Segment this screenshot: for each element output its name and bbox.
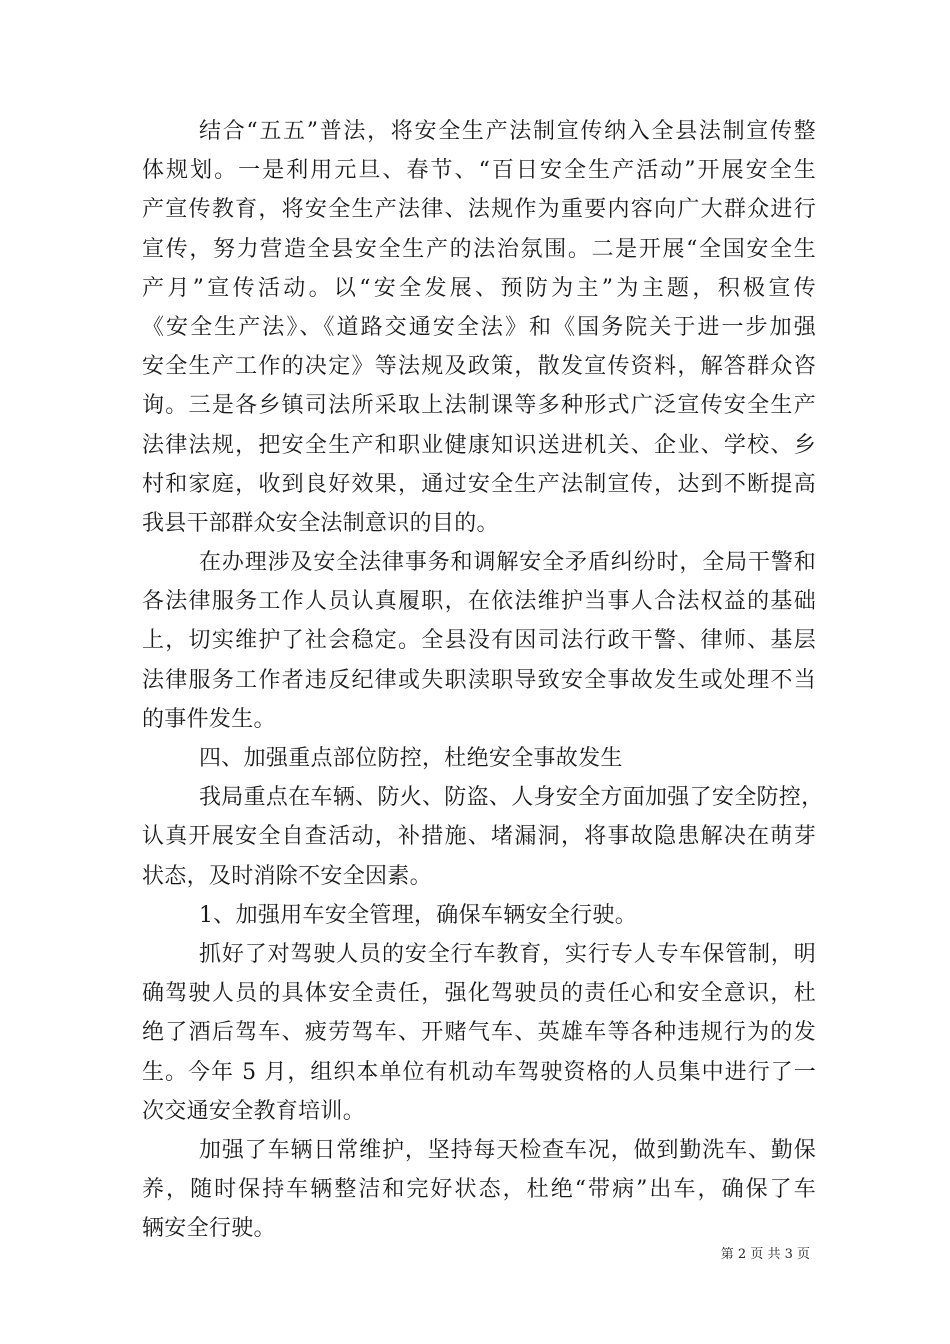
text-line: 法律法规，把安全生产和职业健康知识送进机关、企业、学校、乡 bbox=[142, 432, 816, 458]
text-line: 认真开展安全自查活动，补措施、堵漏洞，将事故隐患解决在萌芽 bbox=[142, 824, 816, 850]
page-number-footer: 第 2 页 共 3 页 bbox=[720, 1247, 810, 1262]
text-line: 生。今年 5 月，组织本单位有机动车驾驶资格的人员集中进行了一 bbox=[142, 1059, 816, 1085]
text-line: 加强了车辆日常维护，坚持每天检查车况，做到勤洗车、勤保 bbox=[199, 1137, 816, 1163]
text-line: 产月”宣传活动。以“安全发展、预防为主”为主题，积极宣传 bbox=[142, 275, 816, 301]
text-line: 法律服务工作者违反纪律或失职渎职导致安全事故发生或处理不当 bbox=[142, 667, 816, 693]
text-line: 产宣传教育，将安全生产法律、法规作为重要内容向广大群众进行 bbox=[142, 197, 816, 223]
text-line: 养，随时保持车辆整洁和完好状态，杜绝“带病”出车，确保了车 bbox=[142, 1177, 816, 1203]
text-line: 宣传，努力营造全县安全生产的法治氛围。二是开展“全国安全生 bbox=[142, 236, 816, 262]
text-line: 结合“五五”普法，将安全生产法制宣传纳入全县法制宣传整 bbox=[199, 119, 816, 144]
text-line: 体规划。一是利用元旦、春节、“百日安全生产活动”开展安全生 bbox=[142, 158, 816, 184]
text-line: 上，切实维护了社会稳定。全县没有因司法行政干警、律师、基层 bbox=[142, 628, 816, 654]
text-line: 1、加强用车安全管理，确保车辆安全行驶。 bbox=[199, 902, 637, 928]
text-line: 抓好了对驾驶人员的安全行车教育，实行专人专车保管制，明 bbox=[199, 941, 816, 967]
text-line: 在办理涉及安全法律事务和调解安全矛盾纠纷时，全局干警和 bbox=[199, 550, 816, 576]
text-line: 《安全生产法》、《道路交通安全法》和《国务院关于进一步加强 bbox=[142, 314, 816, 340]
text-line: 状态，及时消除不安全因素。 bbox=[142, 863, 432, 889]
text-line: 村和家庭，收到良好效果，通过安全生产法制宣传，达到不断提高 bbox=[142, 471, 816, 497]
text-line: 我县干部群众安全法制意识的目的。 bbox=[142, 510, 499, 536]
text-line: 各法律服务工作人员认真履职，在依法维护当事人合法权益的基础 bbox=[142, 589, 816, 615]
text-line: 辆安全行驶。 bbox=[142, 1216, 276, 1242]
text-line: 我局重点在车辆、防火、防盗、人身安全方面加强了安全防控， bbox=[199, 785, 824, 811]
text-line: 确驾驶人员的具体安全责任，强化驾驶员的责任心和安全意识，杜 bbox=[142, 981, 816, 1007]
document-body bbox=[142, 112, 824, 1248]
text-line: 的事件发生。 bbox=[142, 706, 276, 732]
text-line: 绝了酒后驾车、疲劳驾车、开赌气车、英雄车等各种违规行为的发 bbox=[142, 1020, 816, 1046]
text-line: 四、加强重点部位防控，杜绝安全事故发生 bbox=[199, 746, 623, 771]
text-line: 询。三是各乡镇司法所采取上法制课等多种形式广泛宣传安全生产 bbox=[142, 393, 816, 419]
text-line: 次交通安全教育培训。 bbox=[142, 1098, 366, 1124]
text-line: 安全生产工作的决定》等法规及政策，散发宣传资料，解答群众咨 bbox=[142, 354, 816, 380]
